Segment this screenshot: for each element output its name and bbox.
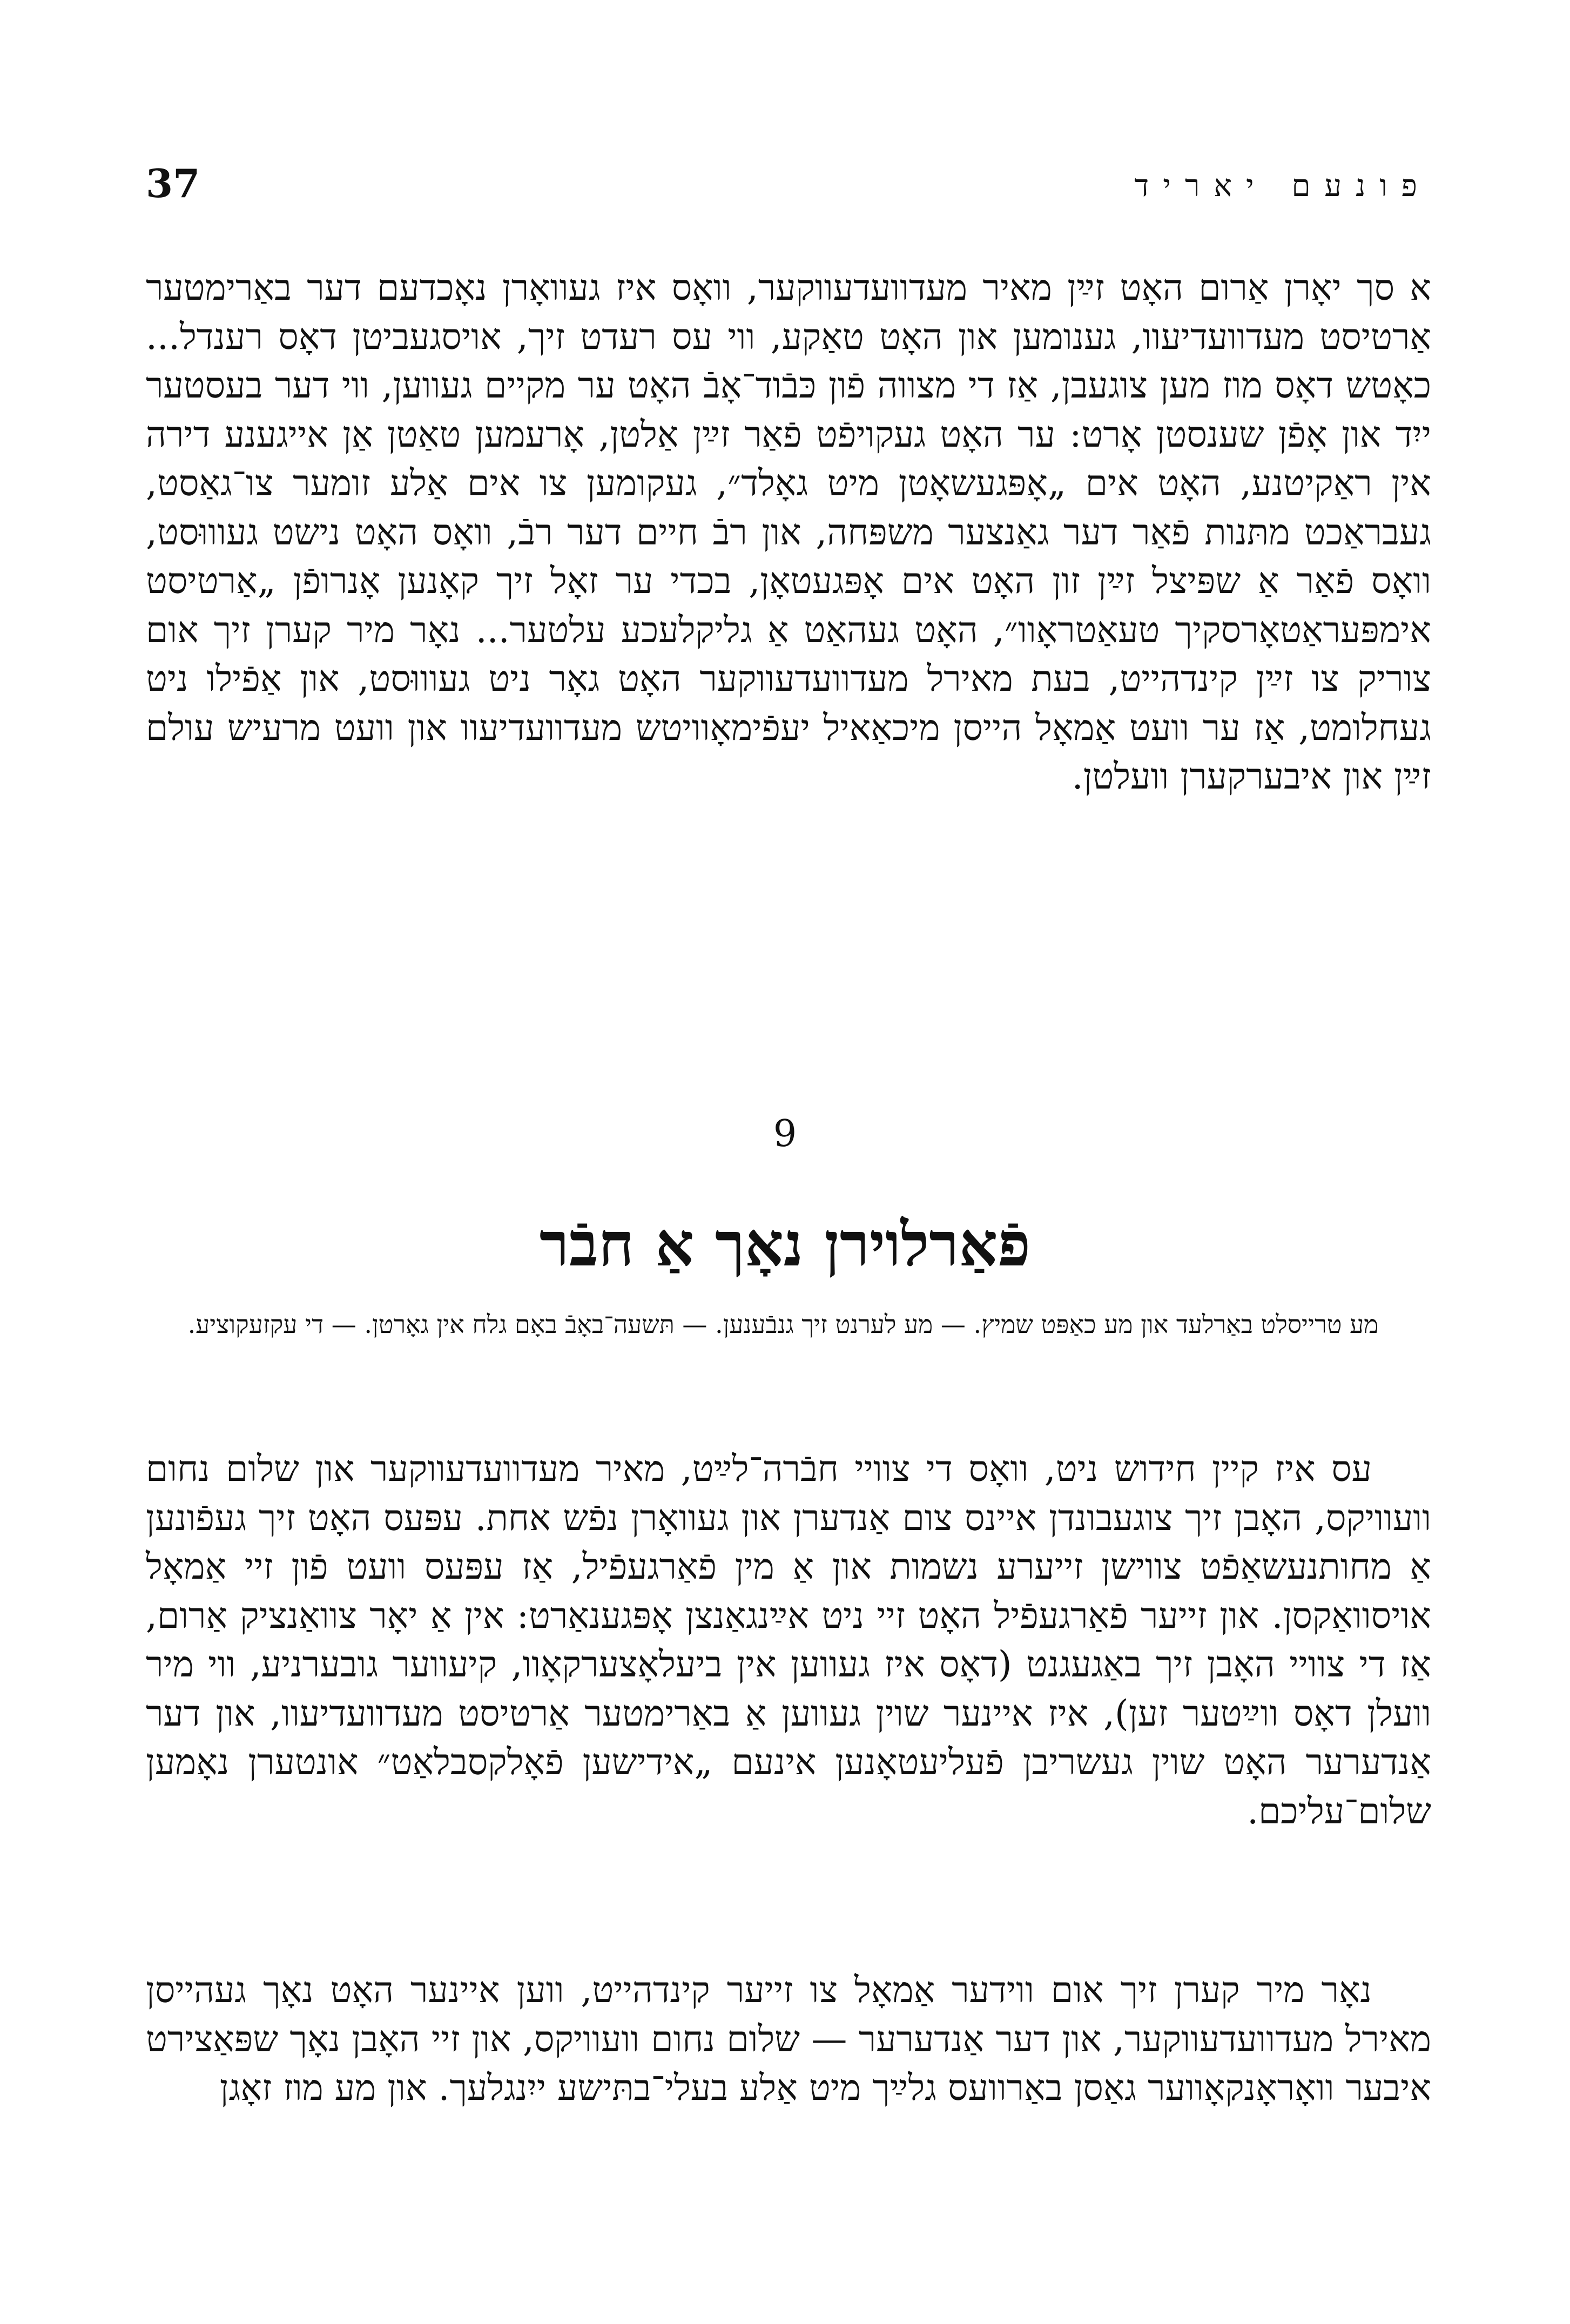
chapter-synopsis: מע טרייסלט באַרלעד און מע כאַפּט שמיץ. — מע לערנט זיך גנבֿענען. — תּשעה־באָבֿ באָם גלח אין גאָרטן. — די עקזעקוציע. (187, 1310, 1379, 1339)
body-paragraph: עס איז קיין חידוש ניט, וואָס די צוויי חבֿרה־לײַט, מאיר מעדוועדעווקער און שלום נחום וועוויקס, האָבן זיך צוגעבונדן איינס צום אַנדערן און געוואָרן נפֿש אחת. עפּעס האָט זיך געפֿונען אַ מחותנעשאַפֿט צווישן זייערע נשמות און אַ מין פֿאַרגעפֿיל, אַז עפּעס וועט פֿון זיי אַמאָל אויסוואַקסן. און זייער פֿאַרגעפֿיל האָט זיי ניט אײַנגאַנצן אָפּגענאַרט: אין אַ יאָר צוואַנציק אַרום, אַז די צוויי האָבן זיך באַגעגנט (דאָס איז געווען אין ביעלאָצערקאָוו, קיעווער גובערניע, ווי מיר וועלן דאָס ווײַטער זען), איז איינער שוין געווען אַ באַרימטער אַרטיסט מעדוועדיעוו, און דער אַנדערער האָט שוין געשריבן פֿעליעטאָנען אינעם „אידישען פֿאָלקסבלאַט״ אונטערן נאָמען שלום־עליכם. (146, 1448, 1432, 1832)
running-head: פונעם יאריד (1134, 169, 1431, 204)
body-paragraph: א סך יאָרן אַרום האָט זײַן מאיר מעדוועדעווקער, וואָס איז געוואָרן נאָכדעם דער באַרימטער אַרטיסט מעדוועדיעוו, גענומען און האָט טאַקע, ווי עס רעדט זיך, אויסגעביטן דאָס רענדל... כאָטש דאָס מוז מען צוגעבן, אַז די מצווה פֿון כּבֿוד־אָבֿ האָט ער מקיים געווען, ווי דער בעסטער ייִד און אָפֿן שענסטן אָרט: ער האָט געקויפֿט פֿאַר זײַן אַלטן, אָרעמען טאַטן אַן אייגענע דירה אין ראַקיטנע, האָט אים „אָפּגעשאָטן מיט גאָלד״, געקומען צו אים אַלע זומער צו־גאַסט, געבראַכט מתּנות פֿאַר דער גאַנצער משפּחה, און רבֿ חיים דער רבֿ, וואָס האָט נישט געוווּסט, וואָס פֿאַר אַ שפּיצל זײַן זון האָט אים אָפּגעטאָן, בכדי ער זאָל זיך קאָנען אָנרופֿן „אַרטיסט אימפּעראַטאָרסקיך טעאַטראָוו״, האָט געהאַט אַ גליקלעכע עלטער... נאָר מיר קערן זיך אום צוריק צו זײַן קינדהייט, בעת מאירל מעדוועדעווקער האָט גאָר ניט געוווּסט, און אַפֿילו ניט געחלומט, אַז ער וועט אַמאָל הייסן מיכאַאיל יעפֿימאָוויטש מעדוועדיעוו און וועט מרעיש עולם זײַן און איבערקערן וועלטן. (146, 267, 1432, 797)
chapter-title: פֿאַרלוירן נאָך אַ חבֿר (539, 1209, 1031, 1280)
chapter-number: 9 (773, 1113, 797, 1155)
page-number: 37 (146, 160, 200, 206)
page-header (146, 157, 1431, 216)
body-paragraph: נאָר מיר קערן זיך אום ווידער אַמאָל צו זייער קינדהייט, ווען איינער האָט נאָך געהייסן מאירל מעדוועדעווקער, און דער אַנדערער — שלום נחום וועוויקס, און זיי האָבן נאָך שפּאַצירט איבער וואָראָנקאָווער גאַסן באַרוועס גלײַך מיט אַלע בעלי־בתּישע ייִנגלעך. און מע מוז זאָגן (146, 1969, 1431, 2109)
